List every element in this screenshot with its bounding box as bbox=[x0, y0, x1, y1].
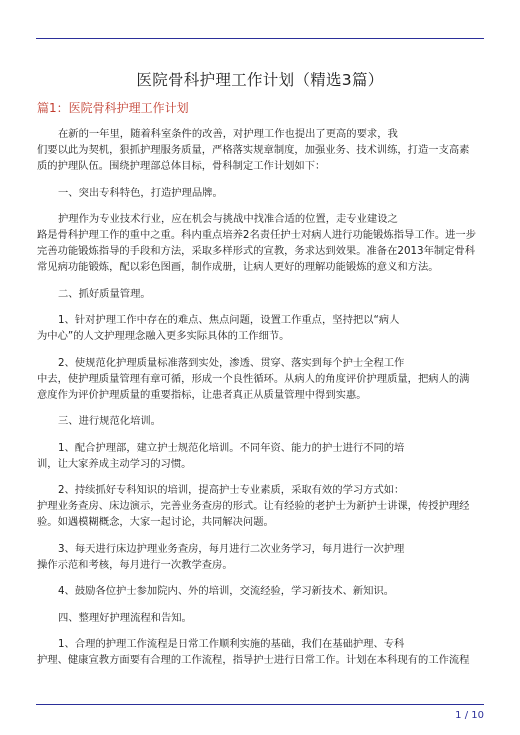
text-line: 路是骨科护理工作的重中之重。科内重点培养2名责任护士对病人进行功能锻炼指导工作。进一步 bbox=[37, 229, 477, 241]
document-title: 医院骨科护理工作计划（精选3篇） bbox=[136, 71, 384, 89]
section-heading: 篇1：医院骨科护理工作计划 bbox=[37, 101, 189, 115]
paragraph bbox=[37, 355, 483, 403]
paragraph bbox=[37, 211, 483, 275]
paragraph-heading bbox=[37, 413, 483, 429]
paragraph bbox=[37, 482, 483, 530]
paragraph bbox=[37, 312, 483, 344]
text-line: 质的护理队伍。围绕护理部总体目标，骨科制定工作计划如下： bbox=[37, 160, 326, 172]
text-line: 操作示范和考核，每月进行一次教学查房。 bbox=[37, 558, 233, 571]
text-line: 2、持续抓好专科知识的培训，提高护士专业素质，采取有效的学习方式如： bbox=[58, 484, 405, 496]
paragraph bbox=[37, 440, 483, 472]
paragraph-heading bbox=[37, 286, 483, 302]
paragraph-heading bbox=[37, 610, 483, 626]
text-line: 三、进行规范化培训。 bbox=[58, 415, 161, 427]
footer-rule bbox=[36, 704, 484, 705]
text-line: 护理作为专业技术行业，应在机会与挑战中找准合适的位置，走专业建设之 bbox=[58, 213, 398, 225]
text-line: 1、配合护理部，建立护士规范化培训。不同年资、能力的护士进行不同的培 bbox=[58, 441, 405, 454]
paragraph-heading bbox=[37, 185, 483, 201]
text-line: 常见病功能锻炼，配以彩色图画，制作成册，让病人更好的理解功能锻炼的意义和方法。 bbox=[37, 261, 439, 273]
header-rule bbox=[36, 38, 484, 39]
text-line: 护理业务查房、床边演示，完善业务查房的形式。让有经验的老护士为新护士讲课，传授护理经 bbox=[37, 500, 470, 512]
paragraph bbox=[37, 636, 483, 668]
text-line: 在新的一年里，随着科室条件的改善，对护理工作也提出了更高的要求，我 bbox=[58, 128, 398, 140]
text-line: 4、鼓励各位护士参加院内、外的培训，交流经验，学习新技术、新知识。 bbox=[58, 585, 395, 597]
page-indicator: 1 / 10 bbox=[455, 710, 484, 721]
text-line: 2、使规范化护理质量标准落到实处，渗透、贯穿、落实到每个护士全程工作 bbox=[58, 356, 405, 369]
paragraph bbox=[37, 126, 483, 174]
text-line: 们要以此为契机，狠抓护理服务质量，严格落实规章制度，加强业务、技术训练，打造一支高素 bbox=[37, 144, 470, 156]
text-line: 意度作为评价护理质量的重要指标，让患者真正从质量管理中得到实惠。 bbox=[37, 388, 367, 401]
document-body bbox=[37, 126, 483, 679]
text-line: 四、整理好护理流程和告知。 bbox=[58, 611, 192, 624]
text-line: 训，让大家养成主动学习的习惯。 bbox=[37, 457, 192, 470]
text-line: 二、抓好质量管理。 bbox=[58, 287, 151, 300]
text-line: 验。如遇模糊概念，大家一起讨论，共同解决问题。 bbox=[37, 516, 274, 528]
paragraph bbox=[37, 583, 483, 599]
text-line: 1、针对护理工作中存在的难点、焦点问题，设置工作重点，坚持把以“病人 bbox=[58, 314, 400, 326]
text-line: 1、合理的护理工作流程是日常工作顺利实施的基础，我们在基础护理、专科 bbox=[58, 638, 405, 650]
text-line: 一、突出专科特色，打造护理品牌。 bbox=[58, 186, 223, 199]
text-line: 为中心”的人文护理理念融入更多实际具体的工作细节。 bbox=[37, 330, 290, 342]
text-line: 中去，使护理质量管理有章可循，形成一个良性循环。从病人的角度评价护理质量，把病人的满 bbox=[37, 372, 470, 385]
text-line: 完善功能锻炼指导的手段和方法，采取多样形式的宣教，务求达到效果。准备在2013年制定骨科 bbox=[37, 245, 476, 257]
text-line: 护理、健康宣教方面要有合理的工作流程，指导护士进行日常工作。计划在本科现有的工作流程 bbox=[37, 654, 470, 666]
text-line: 3、每天进行床边护理业务查房，每月进行二次业务学习，每月进行一次护理 bbox=[58, 542, 405, 555]
paragraph bbox=[37, 541, 483, 573]
